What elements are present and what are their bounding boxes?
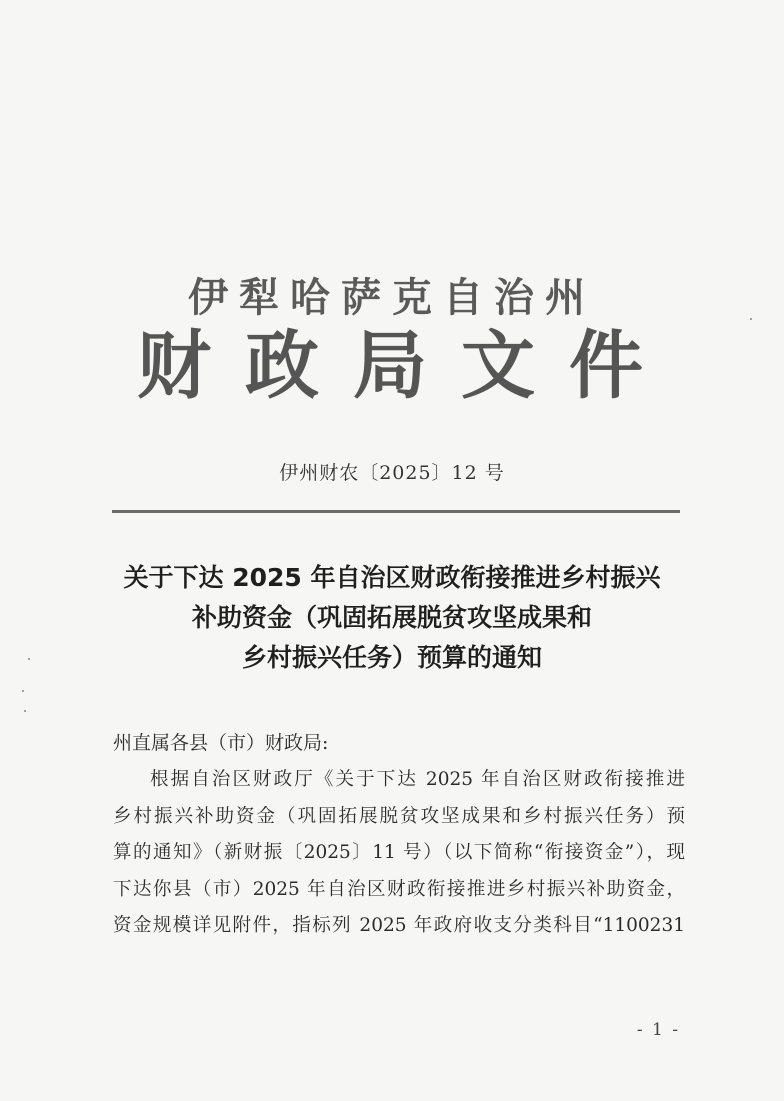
document-header-title: 财政局文件 <box>137 323 677 409</box>
notice-title-line-1: 关于下达 2025 年自治区财政衔接推进乡村振兴 <box>123 563 661 592</box>
body-line: 乡村振兴补助资金（巩固拓展脱贫攻坚成果和乡村振兴任务）预 <box>113 805 685 827</box>
body-line: 下达你县（市）2025 年自治区财政衔接推进乡村振兴补助资金， <box>113 878 685 900</box>
notice-title-line-2: 补助资金（巩固拓展脱贫攻坚成果和 <box>191 603 592 632</box>
page-number: - 1 - <box>636 1020 680 1040</box>
body-line: 根据自治区财政厅《关于下达 2025 年自治区财政衔接推进 <box>150 769 685 790</box>
header-divider <box>112 510 680 513</box>
notice-title-line-3: 乡村振兴任务）预算的通知 <box>241 643 542 672</box>
body-paragraph <box>113 762 685 945</box>
issuer-name: 伊犁哈萨克自治州 <box>188 275 596 321</box>
salutation: 州直属各县（市）财政局: <box>113 732 329 754</box>
scan-speck <box>24 710 26 712</box>
body-line: 算的通知》（新财振〔2025〕11 号）（以下简称“衔接资金”），现 <box>113 842 685 863</box>
scan-speck <box>28 658 30 660</box>
notice-title <box>90 558 694 678</box>
scan-speck <box>22 690 24 692</box>
scan-speck <box>750 318 752 320</box>
body-line: 资金规模详见附件，指标列 2025 年政府收支分类科目“1100231 <box>113 915 685 936</box>
document-number: 伊州财农〔2025〕12 号 <box>279 462 505 484</box>
